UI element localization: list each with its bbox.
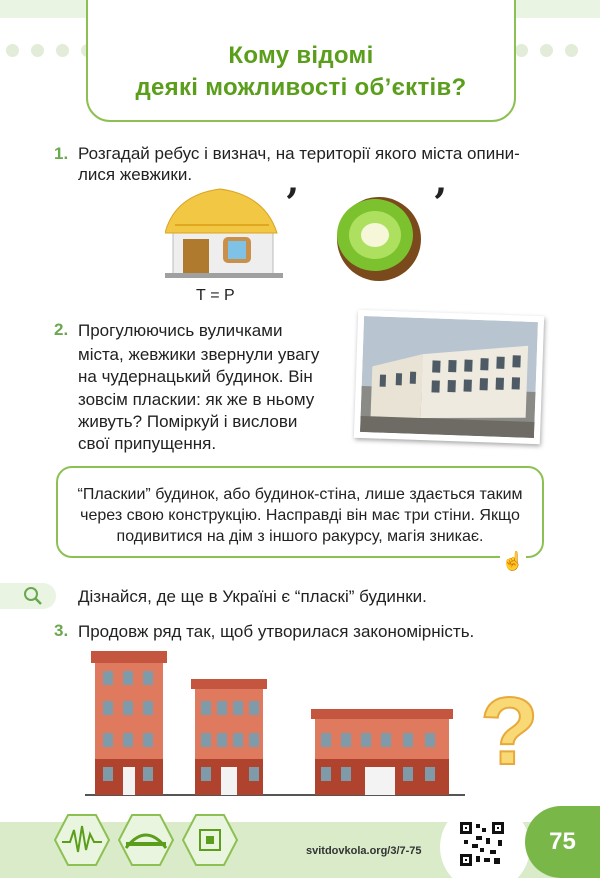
footer-url[interactable]: svitdovkola.org/3/7-75 (306, 845, 422, 857)
rebus-comma-1: ’ (285, 180, 299, 227)
page-title-line1: Кому відомі (228, 42, 374, 69)
task2-line1: Прогулюючись вуличками (78, 321, 283, 340)
info-box (56, 466, 544, 558)
page-title-line2: деякі можливості об’єктів? (135, 74, 467, 101)
rebus-hint: Т = Р (196, 287, 235, 304)
research-text: Дізнайся, де ще в Україні є “пласкі” будинки. (78, 587, 427, 606)
task3-number: 3. (54, 621, 69, 640)
kiwi-image (335, 195, 427, 287)
task2-number: 2. (54, 320, 69, 339)
task1-text-line1: Розгадай ребус і визнач, на території якого міста опини- (78, 144, 520, 163)
question-mark: ? (480, 678, 539, 785)
task3-text: Продовж ряд так, щоб утворилася закономірність. (78, 622, 475, 641)
task2-line2: міста, жевжики звернули увагу (78, 345, 320, 364)
building-3 (311, 709, 453, 795)
soundwave-hex-icon (54, 812, 110, 868)
task2-line4: зовсім пласкии: як же в ньому (78, 390, 315, 409)
task2-line5: живуть? Поміркуй і вислови (78, 412, 298, 431)
task1-text-line2: лися жевжики. (78, 165, 193, 184)
bridge-hex-icon (118, 812, 174, 868)
buildings-sequence (85, 645, 535, 800)
rebus-comma-2: ’ (433, 180, 447, 227)
research-tab (0, 583, 56, 609)
task2-line3: на чудернацький будинок. Він (78, 367, 313, 386)
decor-dots-left (6, 44, 94, 57)
title-box (86, 0, 516, 122)
task1-number: 1. (54, 144, 69, 163)
pointer-hand-icon: ☝ (500, 548, 526, 574)
magnifier-icon (20, 583, 46, 609)
chip-hex-icon (182, 812, 238, 868)
info-line1: “Пласкии” будинок, або будинок-стіна, лише здається таким (77, 486, 523, 503)
flat-house-photo (354, 310, 544, 444)
page-number: 75 (525, 806, 600, 878)
hut-image (165, 185, 285, 280)
qr-code-icon[interactable] (460, 822, 504, 866)
building-1 (91, 651, 167, 795)
building-2 (191, 679, 267, 795)
task2-line6: свої припущення. (78, 434, 217, 453)
info-line3: подивитися на дім з іншого ракурсу, магія зникає. (116, 528, 484, 545)
info-line2: через свою конструкцію. Насправді він має три стіни. Якщо (80, 507, 520, 524)
